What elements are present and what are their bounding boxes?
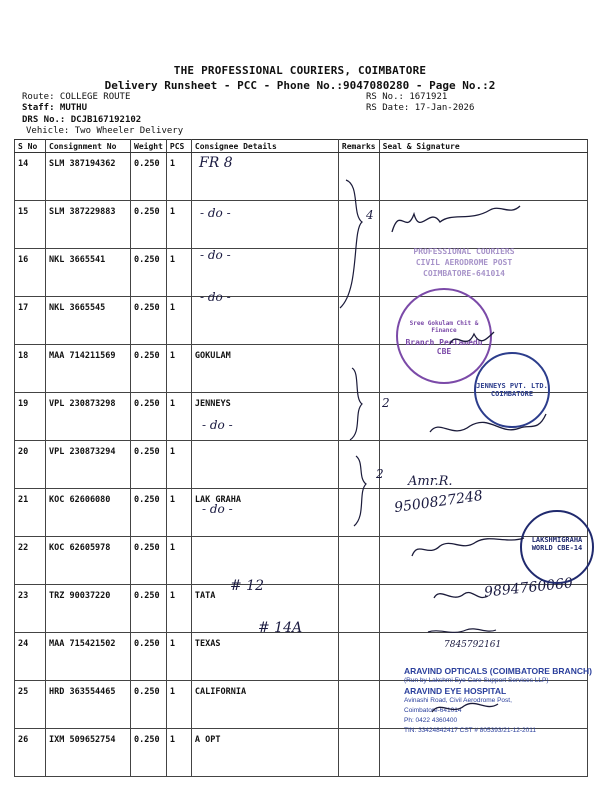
- handwritten-california-no: # 14A: [258, 620, 303, 636]
- cell-sno: 22: [15, 537, 46, 585]
- cell-sno: 14: [15, 153, 46, 201]
- jenneys-seal: JENNEYS PVT. LTD. COIMBATORE: [474, 352, 550, 428]
- runsheet-title: Delivery Runsheet - PCC - Phone No.:9047080280 - Page No.:2: [104, 79, 496, 92]
- handwritten-ditto: - do -: [200, 248, 231, 262]
- consignment-number: VPL 230873298: [49, 399, 116, 409]
- cell-sno: 25: [15, 681, 46, 729]
- cell-weight: 0.250: [131, 585, 167, 633]
- cell-pcs: 1: [166, 729, 191, 777]
- consignee-name: JENNEYS: [194, 399, 231, 409]
- col-weight: Weight: [131, 140, 167, 153]
- aravind-stamp-line2: (Run by Lakshmi Eye Care Support Services LLP): [404, 677, 549, 684]
- college-stamp-line1: PROFESSIONAL COURIERS: [413, 247, 515, 256]
- consignee-name: A OPT: [194, 735, 221, 745]
- handwritten-phone-2: 9894760060: [483, 575, 574, 601]
- cell-sno: 16: [15, 249, 46, 297]
- aravind-stamp-line7: TIN: 33424842417 CST # 805393/21-12-2011: [404, 727, 537, 734]
- cell-weight: 0.250: [131, 153, 167, 201]
- cell-sno: 20: [15, 441, 46, 489]
- cell-pcs: 1: [166, 633, 191, 681]
- cell-sno: 19: [15, 393, 46, 441]
- handwritten-receiver: Amr.R.: [408, 474, 453, 489]
- handwritten-ditto: - do -: [202, 418, 233, 432]
- cell-weight: 0.250: [131, 537, 167, 585]
- cell-weight: 0.250: [131, 681, 167, 729]
- cell-sno: 23: [15, 585, 46, 633]
- cell-pcs: 1: [166, 489, 191, 537]
- cell-pcs: 1: [166, 297, 191, 345]
- rs-number: RS No.: 1671921: [366, 92, 448, 102]
- cell-weight: 0.250: [131, 393, 167, 441]
- consignment-number: NKL 3665545: [49, 303, 106, 313]
- cell-pcs: 1: [166, 201, 191, 249]
- cell-pcs: 1: [166, 153, 191, 201]
- signature-row20: [430, 414, 546, 432]
- college-stamp-line2: CIVIL AERODROME POST: [415, 258, 513, 267]
- handwritten-fr8: FR 8: [199, 155, 233, 171]
- gokulam-seal-ring-text: Sree Gokulam Chit & Finance: [409, 320, 479, 334]
- consignment-number: SLM 387194362: [49, 159, 116, 169]
- consignee-name: LAK GRAHA: [194, 495, 241, 505]
- brace-rows-15-17: [340, 180, 362, 308]
- aravind-stamp-line1: ARAVIND OPTICALS (COIMBATORE BRANCH): [404, 666, 592, 676]
- vehicle-label: Vehicle: Two Wheeler Delivery: [26, 126, 184, 136]
- cell-pcs: 1: [166, 537, 191, 585]
- col-sno: S No: [15, 140, 46, 153]
- cell-sno: 18: [15, 345, 46, 393]
- aravind-stamp-line5: Coimbatore-641014: [404, 707, 462, 714]
- consignment-number: NKL 3665541: [49, 255, 106, 265]
- consignment-number: IXM 509652754: [49, 735, 116, 745]
- signature-row24: [434, 592, 488, 598]
- cell-weight: 0.250: [131, 345, 167, 393]
- consignment-number: MAA 715421502: [49, 639, 116, 649]
- cell-weight: 0.250: [131, 297, 167, 345]
- company-title: THE PROFESSIONAL COURIERS, COIMBATORE: [173, 64, 427, 77]
- consignment-number: MAA 714211569: [49, 351, 116, 361]
- cell-weight: 0.250: [131, 249, 167, 297]
- cell-pcs: 1: [166, 681, 191, 729]
- col-pcs: PCS: [166, 140, 191, 153]
- consignee-name: GOKULAM: [194, 351, 231, 361]
- cell-pcs: 1: [166, 585, 191, 633]
- drs-number: DRS No.: DCJB167192102: [22, 115, 142, 125]
- handwritten-ditto: - do -: [202, 502, 233, 516]
- consignee-name: TEXAS: [194, 639, 221, 649]
- cell-weight: 0.250: [131, 489, 167, 537]
- college-stamp-line3: COIMBATORE-641014: [423, 269, 505, 278]
- cell-weight: 0.250: [131, 441, 167, 489]
- signature-row18: [450, 332, 494, 344]
- cell-sno: 26: [15, 729, 46, 777]
- signature-row26: [432, 703, 498, 712]
- cell-sno: 15: [15, 201, 46, 249]
- cell-pcs: 1: [166, 249, 191, 297]
- handwritten-phone-1: 9500827248: [393, 487, 484, 517]
- col-consignment: Consignment No: [46, 140, 131, 153]
- col-remarks: Remarks: [338, 140, 379, 153]
- col-consignee: Consignee Details: [191, 140, 338, 153]
- route-label: Route: COLLEGE ROUTE: [22, 92, 131, 102]
- consignment-number: HRD 363554465: [49, 687, 116, 697]
- cell-sno: 17: [15, 297, 46, 345]
- bracket-count-4: 4: [366, 208, 374, 222]
- cell-weight: 0.250: [131, 633, 167, 681]
- consignment-number: SLM 387229883: [49, 207, 116, 217]
- cell-pcs: 1: [166, 393, 191, 441]
- consignment-number: KOC 62605978: [49, 543, 111, 553]
- cell-weight: 0.250: [131, 729, 167, 777]
- consignment-number: TRZ 90037220: [49, 591, 111, 601]
- brace-rows-21-22: [354, 456, 366, 526]
- bracket-count-2b: 2: [376, 467, 384, 481]
- cell-sno: 21: [15, 489, 46, 537]
- cell-pcs: 1: [166, 441, 191, 489]
- signature-row23: [412, 538, 524, 556]
- staff-label: Staff: MUTHU: [22, 103, 88, 113]
- bracket-count-2: 2: [382, 396, 390, 410]
- signature-row25: [428, 629, 496, 632]
- col-seal: Seal & Signature: [379, 140, 587, 153]
- brace-rows-19-20: [350, 368, 362, 440]
- consignee-name: TATA: [194, 591, 216, 601]
- rs-date: RS Date: 17-Jan-2026: [366, 103, 475, 113]
- aravind-stamp-line3: ARAVIND EYE HOSPITAL: [404, 686, 507, 696]
- consignee-name: CALIFORNIA: [194, 687, 247, 697]
- gokulam-seal-text: Branch Peelamedu CBE: [405, 338, 483, 356]
- cell-sno: 24: [15, 633, 46, 681]
- aravind-stamp-line4: Avinashi Road, Civil Aerodrome Post,: [404, 697, 512, 704]
- cell-pcs: 1: [166, 345, 191, 393]
- cell-weight: 0.250: [131, 201, 167, 249]
- handwritten-ditto: - do -: [200, 206, 231, 220]
- consignment-number: VPL 230873294: [49, 447, 116, 457]
- handwritten-texas-no: # 12: [230, 578, 264, 594]
- consignment-number: KOC 62606080: [49, 495, 111, 505]
- handwritten-ditto: - do -: [200, 290, 231, 304]
- lakshmigraha-seal: LAKSHMIGRAHA WORLD CBE-14: [520, 510, 594, 584]
- signature-row15: [392, 206, 520, 232]
- aravind-stamp-line6: Ph: 0422 4360400: [404, 717, 458, 724]
- handwritten-phone-3: 7845792161: [444, 640, 502, 650]
